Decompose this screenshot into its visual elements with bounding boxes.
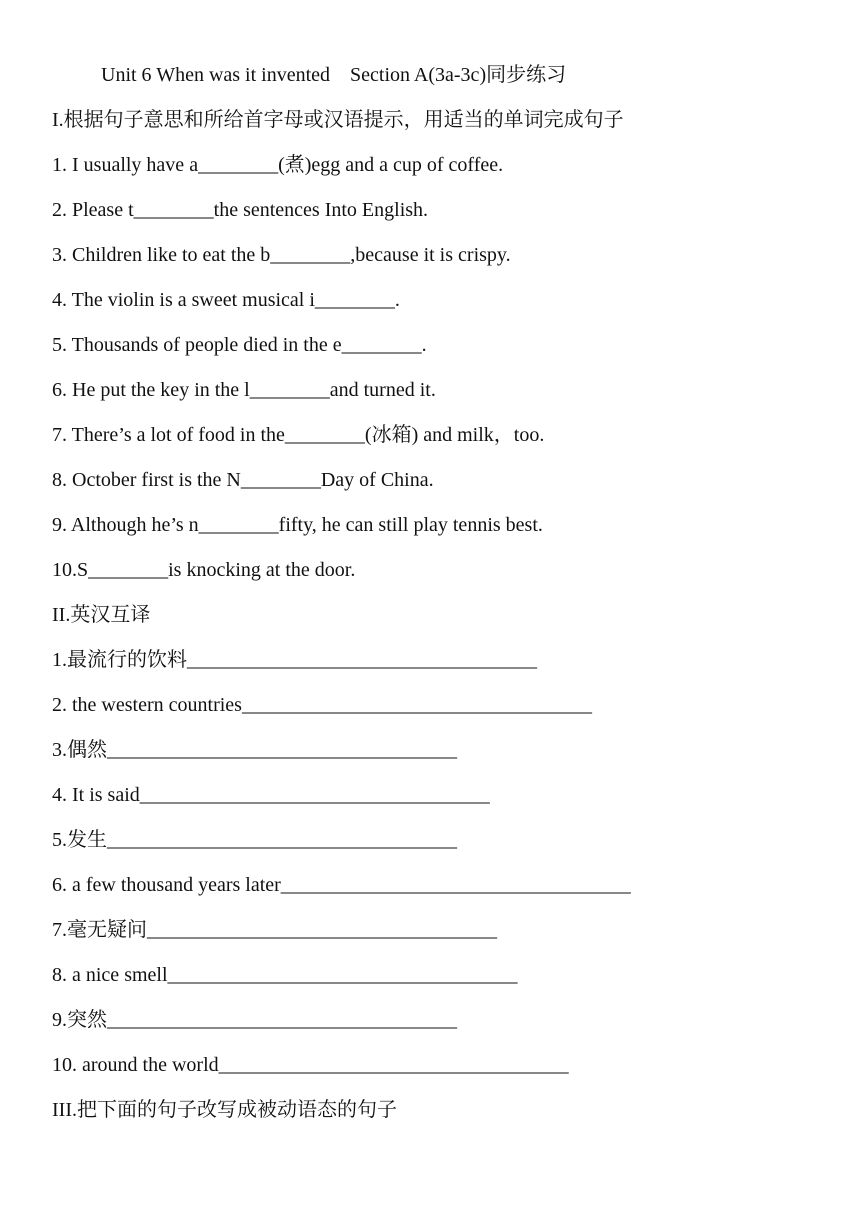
section-1-item-10: 10.S________is knocking at the door. (52, 559, 356, 581)
section-2-item-7: 7.毫无疑问___________________________________ (52, 919, 497, 941)
section-1-item-9: 9. Although he’s n________fifty, he can still play tennis best. (52, 514, 543, 536)
section-2-item-8: 8. a nice smell___________________________________ (52, 964, 518, 986)
section-1-item-7: 7. There’s a lot of food in the________(冰箱) and milk，too. (52, 424, 545, 446)
section-2-item-4: 4. It is said___________________________________ (52, 784, 490, 806)
section-2-item-1: 1.最流行的饮料___________________________________ (52, 649, 537, 671)
section-2-item-6: 6. a few thousand years later___________________________________ (52, 874, 631, 896)
section-2-item-2: 2. the western countries___________________________________ (52, 694, 592, 716)
section-2-item-9: 9.突然___________________________________ (52, 1009, 457, 1031)
section-1-item-1: 1. I usually have a________(煮)egg and a cup of coffee. (52, 154, 504, 176)
section-3-heading: III.把下面的句子改写成被动语态的句子 (52, 1099, 397, 1121)
section-1-heading: I.根据句子意思和所给首字母或汉语提示，用适当的单词完成句子 (52, 109, 624, 131)
section-2-heading: II.英汉互译 (52, 604, 151, 626)
section-2-item-3: 3.偶然___________________________________ (52, 739, 457, 761)
section-1-item-6: 6. He put the key in the l________and turned it. (52, 379, 436, 401)
section-1-item-5: 5. Thousands of people died in the e________. (52, 334, 427, 356)
section-1-item-2: 2. Please t________the sentences Into English. (52, 199, 429, 221)
section-2-item-10: 10. around the world___________________________________ (52, 1054, 569, 1076)
section-1-item-4: 4. The violin is a sweet musical i________. (52, 289, 400, 311)
worksheet-title: Unit 6 When was it invented Section A(3a-3c)同步练习 (101, 64, 567, 86)
section-1-item-3: 3. Children like to eat the b________,because it is crispy. (52, 244, 511, 266)
section-2-item-5: 5.发生___________________________________ (52, 829, 457, 851)
section-1-item-8: 8. October first is the N________Day of China. (52, 469, 434, 491)
